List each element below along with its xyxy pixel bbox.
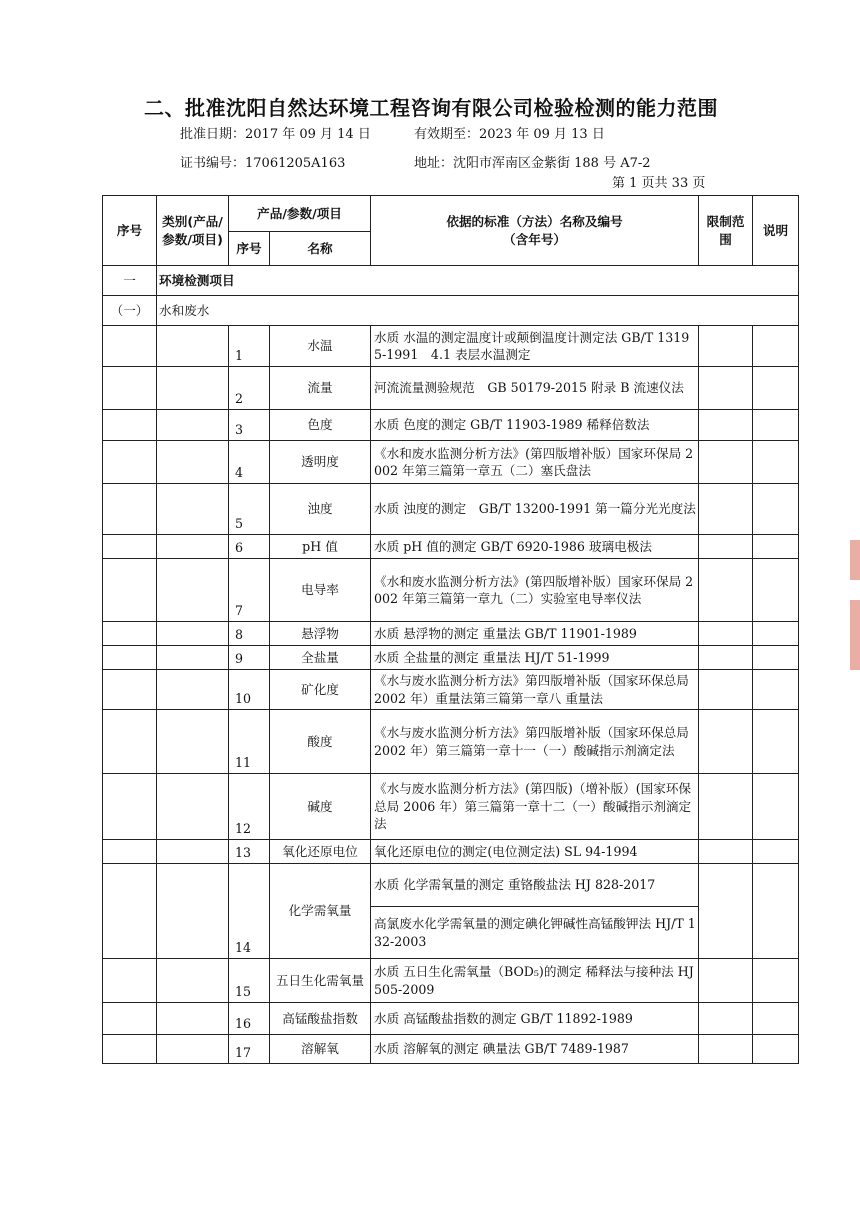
cell-seq [103,774,157,840]
approval-date: 批准日期：2017 年 09 月 14 日 [180,127,371,142]
cell-limit [699,559,753,622]
subsection-seq: （一） [103,296,157,326]
cell-standard: 水质 浊度的测定 GB/T 13200-1991 第一篇分光光度法 [371,484,699,535]
cell-sub-seq: 17 [229,1035,270,1064]
cell-sub-seq: 14 [229,864,270,959]
table-row [103,559,799,622]
cell-category [157,1035,229,1064]
table-row [103,484,799,535]
cell-standard: 水质 溶解氧的测定 碘量法 GB/T 7489-1987 [371,1035,699,1064]
cell-note [753,840,799,864]
cell-note [753,410,799,441]
cell-name: pH 值 [270,535,371,559]
table-body [103,266,799,1064]
cell-seq [103,622,157,646]
cell-sub-seq: 1 [229,326,270,367]
cell-note [753,959,799,1003]
cell-limit [699,622,753,646]
cell-note [753,646,799,670]
address: 地址：沈阳市浑南区金紫街 188 号 A7-2 [414,156,651,171]
cell-limit [699,410,753,441]
header-sub-seq: 序号 [229,232,270,266]
cell-sub-seq: 8 [229,622,270,646]
table-row [103,535,799,559]
cell-category [157,410,229,441]
cell-standard: 水质 化学需氧量的测定 重铬酸盐法 HJ 828-2017 [371,864,699,907]
cell-standard: 水质 全盐量的测定 重量法 HJ/T 51-1999 [371,646,699,670]
cell-category [157,864,229,959]
cell-name: 流量 [270,367,371,410]
cell-limit [699,646,753,670]
cell-sub-seq: 13 [229,840,270,864]
table-row [103,622,799,646]
table-row [103,959,799,1003]
cell-seq [103,1003,157,1035]
cell-limit [699,1003,753,1035]
cell-note [753,441,799,484]
cell-standard: 水质 悬浮物的测定 重量法 GB/T 11901-1989 [371,622,699,646]
cell-note [753,1035,799,1064]
cell-note [753,326,799,367]
cell-category [157,441,229,484]
cell-standard: 水质 色度的测定 GB/T 11903-1989 稀释倍数法 [371,410,699,441]
cell-sub-seq: 15 [229,959,270,1003]
edge-mark [850,600,860,670]
cell-seq [103,646,157,670]
table-row [103,441,799,484]
cell-category [157,559,229,622]
cell-standard: 水质 pH 值的测定 GB/T 6920-1986 玻璃电极法 [371,535,699,559]
cell-name: 悬浮物 [270,622,371,646]
cell-name: 五日生化需氧量 [270,959,371,1003]
cell-limit [699,840,753,864]
table-row [103,864,799,907]
cell-name: 高锰酸盐指数 [270,1003,371,1035]
cell-standard: 氧化还原电位的测定(电位测定法) SL 94-1994 [371,840,699,864]
cell-seq [103,959,157,1003]
cell-sub-seq: 6 [229,535,270,559]
table-row [103,646,799,670]
header-seq: 序号 [103,196,157,266]
table-row [103,710,799,774]
cell-limit [699,959,753,1003]
page-title: 二、批准沈阳自然达环境工程咨询有限公司检验检测的能力范围 [144,96,718,120]
cell-category [157,326,229,367]
section-seq: 一 [103,266,157,296]
table-row [103,774,799,840]
cell-category [157,646,229,670]
cell-name: 碱度 [270,774,371,840]
cell-standard: 水质 水温的测定温度计或颠倒温度计测定法 GB/T 13195-1991 4.1 表层水温测定 [371,326,699,367]
cell-note [753,864,799,959]
cell-note [753,367,799,410]
table-row [103,840,799,864]
cell-seq [103,484,157,535]
cell-sub-seq: 5 [229,484,270,535]
cell-name: 溶解氧 [270,1035,371,1064]
certificate-number: 证书编号：17061205A163 [180,156,346,171]
cell-category [157,670,229,710]
cell-limit [699,535,753,559]
table-row [103,670,799,710]
cell-sub-seq: 7 [229,559,270,622]
table-header [103,196,799,266]
cell-seq [103,535,157,559]
cell-seq [103,840,157,864]
cell-note [753,484,799,535]
cell-note [753,710,799,774]
cell-limit [699,367,753,410]
cell-sub-seq: 9 [229,646,270,670]
cell-standard: 河流流量测验规范 GB 50179-2015 附录 B 流速仪法 [371,367,699,410]
cell-seq [103,864,157,959]
cell-seq [103,410,157,441]
cell-limit [699,864,753,959]
cell-sub-seq: 16 [229,1003,270,1035]
cell-standard: 《水与废水监测分析方法》第四版增补版（国家环保总局 2002 年）重量法第三篇第一章八 重量法 [371,670,699,710]
cell-standard: 水质 高锰酸盐指数的测定 GB/T 11892-1989 [371,1003,699,1035]
cell-name: 矿化度 [270,670,371,710]
cell-note [753,559,799,622]
cell-category [157,710,229,774]
header-product-group: 产品/参数/项目 [229,196,371,232]
cell-category [157,484,229,535]
capability-table [102,195,799,1064]
cell-limit [699,441,753,484]
cell-seq [103,441,157,484]
cell-sub-seq: 10 [229,670,270,710]
header-category: 类别(产品/参数/项目) [157,196,229,266]
cell-name: 浊度 [270,484,371,535]
cell-seq [103,710,157,774]
cell-seq [103,367,157,410]
cell-category [157,959,229,1003]
subsection-label: 水和废水 [157,296,799,326]
cell-category [157,774,229,840]
valid-until: 有效期至：2023 年 09 月 13 日 [414,127,605,142]
cell-seq [103,559,157,622]
cell-sub-seq: 3 [229,410,270,441]
header-limit: 限制范围 [699,196,753,266]
cell-limit [699,710,753,774]
cell-name: 色度 [270,410,371,441]
cell-seq [103,670,157,710]
cell-standard: 《水与废水监测分析方法》第四版增补版（国家环保总局 2002 年）第三篇第一章十一（一）酸碱指示剂滴定法 [371,710,699,774]
table-row [103,1003,799,1035]
cell-sub-seq: 4 [229,441,270,484]
cell-name: 酸度 [270,710,371,774]
cell-name: 水温 [270,326,371,367]
cell-category [157,840,229,864]
cell-limit [699,1035,753,1064]
edge-mark [850,540,860,580]
cell-note [753,670,799,710]
table-row [103,1035,799,1064]
cell-category [157,1003,229,1035]
cell-limit [699,670,753,710]
cell-sub-seq: 11 [229,710,270,774]
cell-category [157,535,229,559]
cell-standard: 《水和废水监测分析方法》(第四版增补版）国家环保局 2002 年第三篇第一章九（二）实验室电导率仪法 [371,559,699,622]
header-note: 说明 [753,196,799,266]
page-number: 第 1 页共 33 页 [612,176,706,191]
cell-note [753,535,799,559]
cell-name: 电导率 [270,559,371,622]
cell-note [753,774,799,840]
cell-note [753,1003,799,1035]
cell-limit [699,774,753,840]
cell-name: 全盐量 [270,646,371,670]
cell-seq [103,326,157,367]
cell-limit [699,326,753,367]
cell-standard: 水质 五日生化需氧量（BOD₅)的测定 稀释法与接种法 HJ 505-2009 [371,959,699,1003]
header-standard: 依据的标准（方法）名称及编号（含年号） [371,196,699,266]
cell-sub-seq: 12 [229,774,270,840]
cell-standard: 《水和废水监测分析方法》(第四版增补版）国家环保局 2002 年第三篇第一章五（二）塞氏盘法 [371,441,699,484]
cell-note [753,622,799,646]
cell-category [157,367,229,410]
table-row [103,326,799,367]
cell-standard: 高氯废水化学需氧量的测定碘化钾碱性高锰酸钾法 HJ/T 132-2003 [371,907,699,959]
section-row [103,266,799,296]
cell-seq [103,1035,157,1064]
header-name: 名称 [270,232,371,266]
table-row [103,410,799,441]
section-label: 环境检测项目 [157,266,799,296]
cell-sub-seq: 2 [229,367,270,410]
table-row [103,367,799,410]
cell-category [157,622,229,646]
cell-name: 氧化还原电位 [270,840,371,864]
subsection-row [103,296,799,326]
cell-limit [699,484,753,535]
cell-standard: 《水与废水监测分析方法》(第四版)（增补版）(国家环保总局 2006 年）第三篇第一章十二（一）酸碱指示剂滴定法 [371,774,699,840]
cell-name: 透明度 [270,441,371,484]
cell-name: 化学需氧量 [270,864,371,959]
